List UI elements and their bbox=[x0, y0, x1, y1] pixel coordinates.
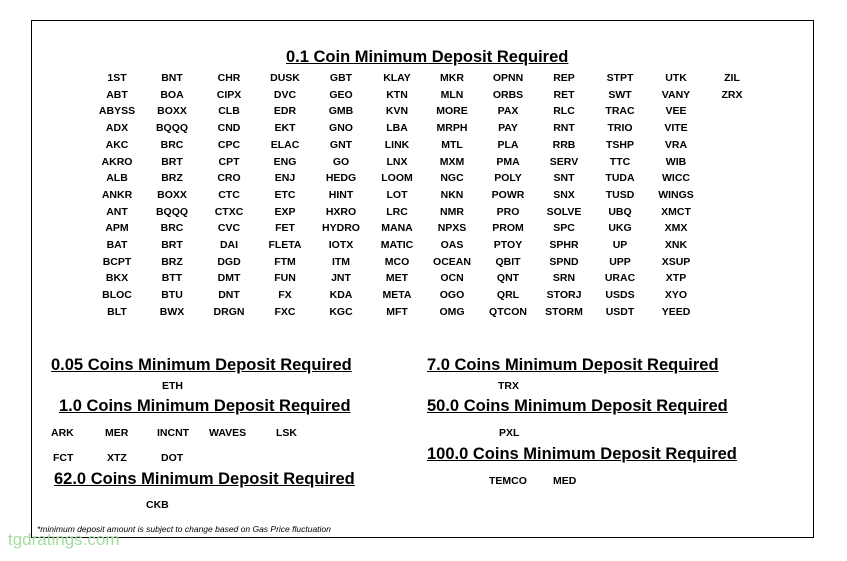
coin-cell: ALB bbox=[106, 172, 128, 185]
coin-cell: MLN bbox=[440, 88, 464, 101]
coin-cell: USDT bbox=[605, 305, 635, 318]
coin-cell: VRA bbox=[664, 138, 688, 151]
coin-cell: GO bbox=[332, 155, 350, 168]
coin-cell: USDS bbox=[605, 289, 635, 302]
coin-cell: CND bbox=[217, 122, 241, 135]
coin-cell: BTT bbox=[161, 272, 183, 285]
coin-cell: UTK bbox=[665, 72, 687, 84]
coin-ckb: CKB bbox=[146, 499, 169, 511]
coin-cell: OGO bbox=[439, 289, 465, 302]
coin-mer: MER bbox=[105, 427, 129, 439]
coin-cell: PAY bbox=[498, 122, 518, 135]
coin-cell: BOXX bbox=[157, 188, 187, 201]
coin-cell: ABYSS bbox=[98, 105, 136, 118]
coin-cell: DVC bbox=[273, 88, 297, 101]
coin-cell: LOOM bbox=[381, 172, 413, 185]
coin-cell: WICC bbox=[662, 172, 690, 185]
coin-cell: TSHP bbox=[605, 138, 635, 151]
coin-cell: CVC bbox=[217, 222, 241, 235]
coin-cell: POLY bbox=[494, 172, 522, 185]
section-50-0-title: 50.0 Coins Minimum Deposit Required bbox=[427, 397, 728, 415]
coin-cell: YEED bbox=[661, 305, 691, 318]
coin-cell: QTCON bbox=[489, 305, 527, 318]
coin-cell: RRB bbox=[552, 138, 576, 151]
coin-cell: MORE bbox=[436, 105, 468, 118]
coin-cell: QRL bbox=[496, 289, 520, 302]
coin-cell: BNT bbox=[161, 72, 183, 84]
coin-cell: SOLVE bbox=[546, 205, 582, 218]
footnote: *minimum deposit amount is subject to change based on Gas Price fluctuation bbox=[37, 524, 331, 534]
coin-cell: DAI bbox=[219, 239, 239, 251]
coin-cell: ANKR bbox=[101, 188, 133, 201]
coin-xtz: XTZ bbox=[107, 452, 127, 464]
coin-cell: UPP bbox=[609, 255, 631, 268]
coin-dot: DOT bbox=[161, 452, 184, 464]
coin-cell: CIPX bbox=[216, 88, 242, 101]
coin-cell: STPT bbox=[606, 72, 634, 84]
coin-cell: VITE bbox=[664, 122, 688, 135]
coin-cell: DGD bbox=[217, 255, 241, 268]
coin-cell: CLB bbox=[218, 105, 240, 118]
coin-cell: EXP bbox=[274, 205, 296, 218]
coin-cell: BQQQ bbox=[155, 205, 189, 218]
coin-cell: BQQQ bbox=[155, 122, 189, 135]
coin-cell: MRPH bbox=[436, 122, 468, 135]
coin-cell: XNK bbox=[664, 239, 688, 251]
coin-cell: OAS bbox=[440, 239, 464, 251]
coin-cell: HXRO bbox=[325, 205, 357, 218]
coin-cell: CPC bbox=[217, 138, 241, 151]
coin-cell: CHR bbox=[217, 72, 241, 84]
coin-cell: CTC bbox=[218, 188, 240, 201]
coin-cell: SRN bbox=[552, 272, 576, 285]
section-1-0-title: 1.0 Coins Minimum Deposit Required bbox=[59, 397, 351, 415]
coin-cell: ENJ bbox=[274, 172, 296, 185]
coin-cell: FX bbox=[278, 289, 292, 302]
coin-cell: XSUP bbox=[661, 255, 691, 268]
coin-cell: REP bbox=[553, 72, 575, 84]
coin-cell: BAT bbox=[106, 239, 128, 251]
coin-cell: MFT bbox=[386, 305, 408, 318]
coin-cell: APM bbox=[105, 222, 129, 235]
coin-ark: ARK bbox=[51, 427, 74, 439]
section-100-0-title: 100.0 Coins Minimum Deposit Required bbox=[427, 445, 737, 463]
coin-eth: ETH bbox=[162, 380, 183, 392]
coin-cell: BLOC bbox=[102, 289, 132, 302]
coin-cell: ADX bbox=[105, 122, 129, 135]
coin-cell: EKT bbox=[274, 122, 296, 135]
coin-cell: WINGS bbox=[658, 188, 694, 201]
section-7-0-title: 7.0 Coins Minimum Deposit Required bbox=[427, 356, 719, 374]
coin-pxl: PXL bbox=[499, 427, 520, 439]
coin-cell: ETC bbox=[274, 188, 296, 201]
coin-cell: GEO bbox=[329, 88, 353, 101]
coin-cell: BRC bbox=[160, 138, 184, 151]
coin-cell: GNO bbox=[329, 122, 353, 135]
coin-cell: BCPT bbox=[102, 255, 132, 268]
coin-cell: XMCT bbox=[661, 205, 691, 218]
coin-cell: QNT bbox=[496, 272, 520, 285]
coin-incnt: INCNT bbox=[157, 427, 190, 439]
coin-cell: ITM bbox=[331, 255, 351, 268]
coin-cell: VEE bbox=[665, 105, 687, 118]
coin-cell: KLAY bbox=[383, 72, 411, 84]
coin-waves: WAVES bbox=[209, 427, 247, 439]
coin-cell: HEDG bbox=[325, 172, 357, 185]
coin-cell: BOXX bbox=[157, 105, 187, 118]
coin-cell: ANT bbox=[106, 205, 128, 218]
coin-cell: SNX bbox=[553, 188, 575, 201]
coin-cell: TRAC bbox=[605, 105, 635, 118]
coin-cell: UKG bbox=[608, 222, 632, 235]
coin-cell: FET bbox=[275, 222, 295, 235]
coin-cell: OCEAN bbox=[433, 255, 471, 268]
coin-trx: TRX bbox=[498, 380, 519, 392]
coin-cell: LINK bbox=[384, 138, 410, 151]
coin-cell: OPNN bbox=[492, 72, 524, 84]
coin-cell: PAX bbox=[497, 105, 519, 118]
coin-cell: ABT bbox=[106, 88, 128, 101]
coin-cell: PTOY bbox=[493, 239, 523, 251]
coin-cell: STORJ bbox=[546, 289, 582, 302]
coin-cell: NGC bbox=[440, 172, 464, 185]
coin-cell: MCO bbox=[384, 255, 410, 268]
coin-cell: AKC bbox=[105, 138, 129, 151]
coin-cell: DNT bbox=[218, 289, 240, 302]
coin-cell: POWR bbox=[491, 188, 525, 201]
coin-cell: KVN bbox=[385, 105, 409, 118]
coin-cell: PLA bbox=[497, 138, 519, 151]
coin-cell: TTC bbox=[609, 155, 631, 168]
coin-cell: MKR bbox=[440, 72, 464, 84]
section-0-05-title: 0.05 Coins Minimum Deposit Required bbox=[51, 356, 352, 374]
coin-cell: STORM bbox=[545, 305, 583, 318]
coin-cell: IOTX bbox=[328, 239, 354, 251]
coin-cell: NPXS bbox=[437, 222, 467, 235]
coin-cell: XYO bbox=[664, 289, 688, 302]
section-62-0-title: 62.0 Coins Minimum Deposit Required bbox=[54, 470, 355, 488]
coin-cell: WIB bbox=[665, 155, 687, 168]
coin-cell: OCN bbox=[440, 272, 464, 285]
coin-cell: BOA bbox=[160, 88, 184, 101]
coin-temco: TEMCO bbox=[489, 475, 527, 487]
coin-cell: UBQ bbox=[608, 205, 632, 218]
coin-cell: KDA bbox=[329, 289, 353, 302]
coin-cell: VANY bbox=[661, 88, 691, 101]
coin-cell: NMR bbox=[440, 205, 464, 218]
coin-cell: LRC bbox=[386, 205, 408, 218]
coin-cell: GBT bbox=[329, 72, 353, 84]
coin-cell: PROM bbox=[492, 222, 524, 235]
coin-cell: FXC bbox=[274, 305, 296, 318]
coin-cell: DMT bbox=[217, 272, 241, 285]
coin-cell: BLT bbox=[107, 305, 127, 318]
coin-cell: LNX bbox=[386, 155, 408, 168]
coin-cell: DRGN bbox=[213, 305, 245, 318]
coin-cell: ENG bbox=[273, 155, 297, 168]
coin-cell: CTXC bbox=[214, 205, 244, 218]
coin-cell: BRZ bbox=[161, 172, 183, 185]
coin-cell: BRC bbox=[160, 222, 184, 235]
coin-cell: URAC bbox=[604, 272, 636, 285]
coin-cell: RNT bbox=[553, 122, 575, 135]
coin-cell: TUDA bbox=[605, 172, 635, 185]
coin-cell: SERV bbox=[549, 155, 579, 168]
coin-cell: MXM bbox=[439, 155, 465, 168]
coin-cell: PRO bbox=[496, 205, 520, 218]
coin-cell: KGC bbox=[329, 305, 353, 318]
coin-cell: SPHR bbox=[549, 239, 579, 251]
coin-cell: AKRO bbox=[101, 155, 133, 168]
coin-cell: OMG bbox=[439, 305, 465, 318]
coin-lsk: LSK bbox=[276, 427, 297, 439]
coin-cell: PMA bbox=[496, 155, 520, 168]
coin-cell: GMB bbox=[328, 105, 354, 118]
coin-cell: ELAC bbox=[270, 138, 300, 151]
coin-cell: TRIO bbox=[607, 122, 633, 135]
coin-cell: FLETA bbox=[268, 239, 302, 251]
coin-cell: JNT bbox=[331, 272, 351, 285]
coin-cell: MTL bbox=[441, 138, 463, 151]
coin-cell: SPC bbox=[553, 222, 575, 235]
coin-cell: KTN bbox=[386, 88, 408, 101]
coin-cell: BRT bbox=[161, 239, 183, 251]
coin-cell: UP bbox=[612, 239, 628, 251]
coin-cell: DUSK bbox=[270, 72, 300, 84]
coin-cell: CRO bbox=[217, 172, 241, 185]
coin-cell: RET bbox=[553, 88, 575, 101]
coin-cell: XTP bbox=[665, 272, 687, 285]
coin-cell: SNT bbox=[553, 172, 575, 185]
coin-cell: HYDRO bbox=[322, 222, 360, 235]
coin-cell: FTM bbox=[274, 255, 296, 268]
coin-cell: SWT bbox=[608, 88, 632, 101]
coin-cell: BRZ bbox=[161, 255, 183, 268]
coin-cell: MET bbox=[385, 272, 409, 285]
coin-cell: ORBS bbox=[492, 88, 524, 101]
coin-cell: MANA bbox=[381, 222, 413, 235]
coin-cell: XMX bbox=[664, 222, 688, 235]
coin-cell: LBA bbox=[386, 122, 408, 135]
coin-cell: GNT bbox=[329, 138, 353, 151]
coin-cell: CPT bbox=[218, 155, 240, 168]
coin-cell: EDR bbox=[273, 105, 297, 118]
main-section-title: 0.1 Coin Minimum Deposit Required bbox=[286, 48, 569, 66]
coin-cell: META bbox=[382, 289, 412, 302]
coin-cell: NKN bbox=[440, 188, 464, 201]
coin-cell: ZRX bbox=[721, 88, 743, 101]
coin-cell: BRT bbox=[161, 155, 183, 168]
coin-cell: FUN bbox=[274, 272, 296, 285]
coin-cell: ZIL bbox=[724, 72, 740, 84]
coin-cell: BWX bbox=[159, 305, 185, 318]
coin-cell: RLC bbox=[553, 105, 575, 118]
coin-cell: LOT bbox=[386, 188, 408, 201]
coin-cell: HINT bbox=[328, 188, 354, 201]
watermark: tgdratings.com bbox=[8, 530, 120, 549]
coin-cell: 1ST bbox=[107, 72, 127, 84]
coin-cell: SPND bbox=[549, 255, 579, 268]
coin-cell: QBIT bbox=[495, 255, 521, 268]
coin-cell: BKX bbox=[105, 272, 129, 285]
coin-fct: FCT bbox=[53, 452, 74, 464]
coin-cell: BTU bbox=[161, 289, 183, 302]
coin-med: MED bbox=[553, 475, 577, 487]
coin-cell: MATIC bbox=[380, 239, 414, 251]
coin-cell: TUSD bbox=[605, 188, 635, 201]
